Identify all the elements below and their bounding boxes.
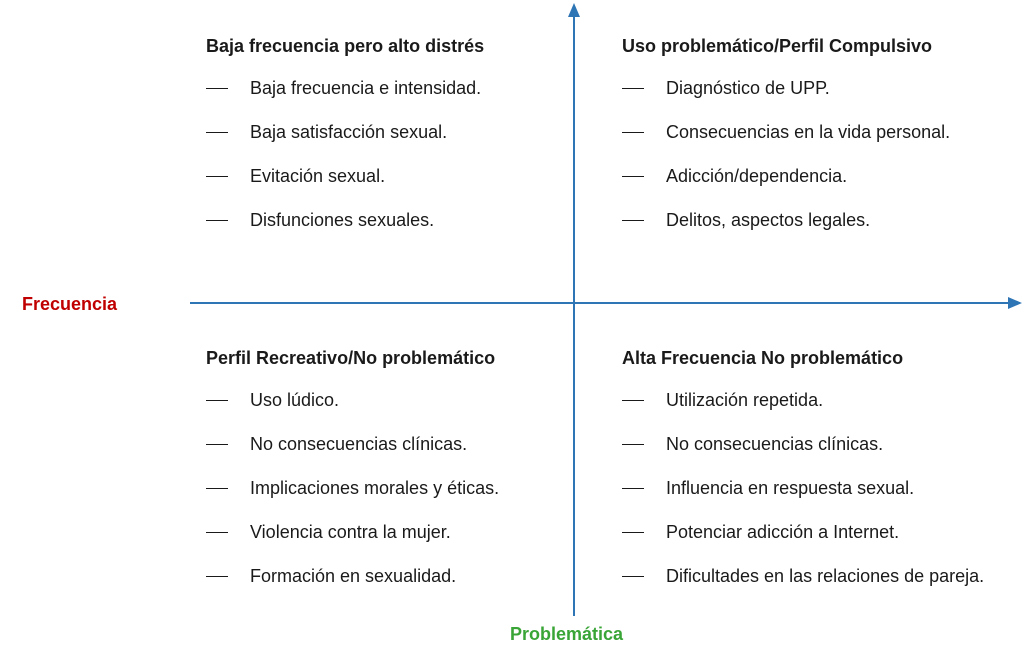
list-item [622, 66, 950, 110]
vertical-axis-arrowhead [568, 3, 580, 17]
list-item [622, 378, 984, 422]
dash-bullet-icon [622, 532, 644, 533]
dash-bullet-icon [206, 400, 228, 401]
x-axis-label: Frecuencia [22, 294, 118, 314]
dash-bullet-icon [622, 132, 644, 133]
quadrant-top-left [206, 34, 484, 242]
dash-bullet-icon [206, 176, 228, 177]
dash-bullet-icon [622, 88, 644, 89]
quadrant-title: Alta Frecuencia No problemático [622, 348, 904, 368]
dash-bullet-icon [622, 176, 644, 177]
dash-bullet-icon [206, 132, 228, 133]
dash-bullet-icon [206, 220, 228, 221]
dash-bullet-icon [206, 444, 228, 445]
list-item [206, 154, 484, 198]
list-item [206, 66, 484, 110]
list-item-text: Formación en sexualidad. [250, 566, 457, 586]
list-item-text: Dificultades en las relaciones de pareja. [666, 566, 985, 586]
list-item [206, 510, 499, 554]
quadrant-bottom-left [206, 346, 499, 598]
list-item-text: Adicción/dependencia. [666, 166, 848, 186]
horizontal-axis-arrowhead [1008, 297, 1022, 309]
dash-bullet-icon [622, 488, 644, 489]
list-item-text: Violencia contra la mujer. [250, 522, 451, 542]
list-item [206, 466, 499, 510]
dash-bullet-icon [206, 576, 228, 577]
list-item [622, 422, 984, 466]
list-item-text: Baja frecuencia e intensidad. [250, 78, 482, 98]
quadrant-title: Uso problemático/Perfil Compulsivo [622, 36, 933, 56]
list-item [622, 510, 984, 554]
y-axis-label: Problemática [510, 624, 624, 644]
dash-bullet-icon [622, 220, 644, 221]
list-item [622, 154, 950, 198]
list-item-text: Consecuencias en la vida personal. [666, 122, 951, 142]
dash-bullet-icon [622, 444, 644, 445]
list-item-text: Evitación sexual. [250, 166, 386, 186]
list-item [206, 554, 499, 598]
quadrant-list [206, 378, 499, 598]
list-item-text: Baja satisfacción sexual. [250, 122, 448, 142]
dash-bullet-icon [206, 88, 228, 89]
dash-bullet-icon [206, 532, 228, 533]
list-item [206, 198, 484, 242]
quadrant-list [206, 66, 484, 242]
dash-bullet-icon [206, 488, 228, 489]
list-item-text: Disfunciones sexuales. [250, 210, 435, 230]
quadrant-list [622, 378, 984, 598]
dash-bullet-icon [622, 400, 644, 401]
list-item-text: Uso lúdico. [250, 390, 340, 410]
list-item-text: Implicaciones morales y éticas. [250, 478, 500, 498]
quadrant-bottom-right [622, 346, 984, 598]
list-item-text: No consecuencias clínicas. [250, 434, 468, 454]
list-item [206, 422, 499, 466]
dash-bullet-icon [622, 576, 644, 577]
list-item-text: Utilización repetida. [666, 390, 824, 410]
list-item-text: Delitos, aspectos legales. [666, 210, 871, 230]
list-item [622, 198, 950, 242]
list-item-text: No consecuencias clínicas. [666, 434, 884, 454]
list-item [622, 466, 984, 510]
list-item [622, 110, 950, 154]
list-item-text: Influencia en respuesta sexual. [666, 478, 915, 498]
quadrant-title: Perfil Recreativo/No problemático [206, 348, 496, 368]
list-item [206, 110, 484, 154]
list-item-text: Potenciar adicción a Internet. [666, 522, 900, 542]
list-item [206, 378, 499, 422]
quadrant-top-right [622, 34, 950, 242]
quadrant-list [622, 66, 950, 242]
list-item-text: Diagnóstico de UPP. [666, 78, 830, 98]
list-item [622, 554, 984, 598]
quadrant-title: Baja frecuencia pero alto distrés [206, 36, 485, 56]
